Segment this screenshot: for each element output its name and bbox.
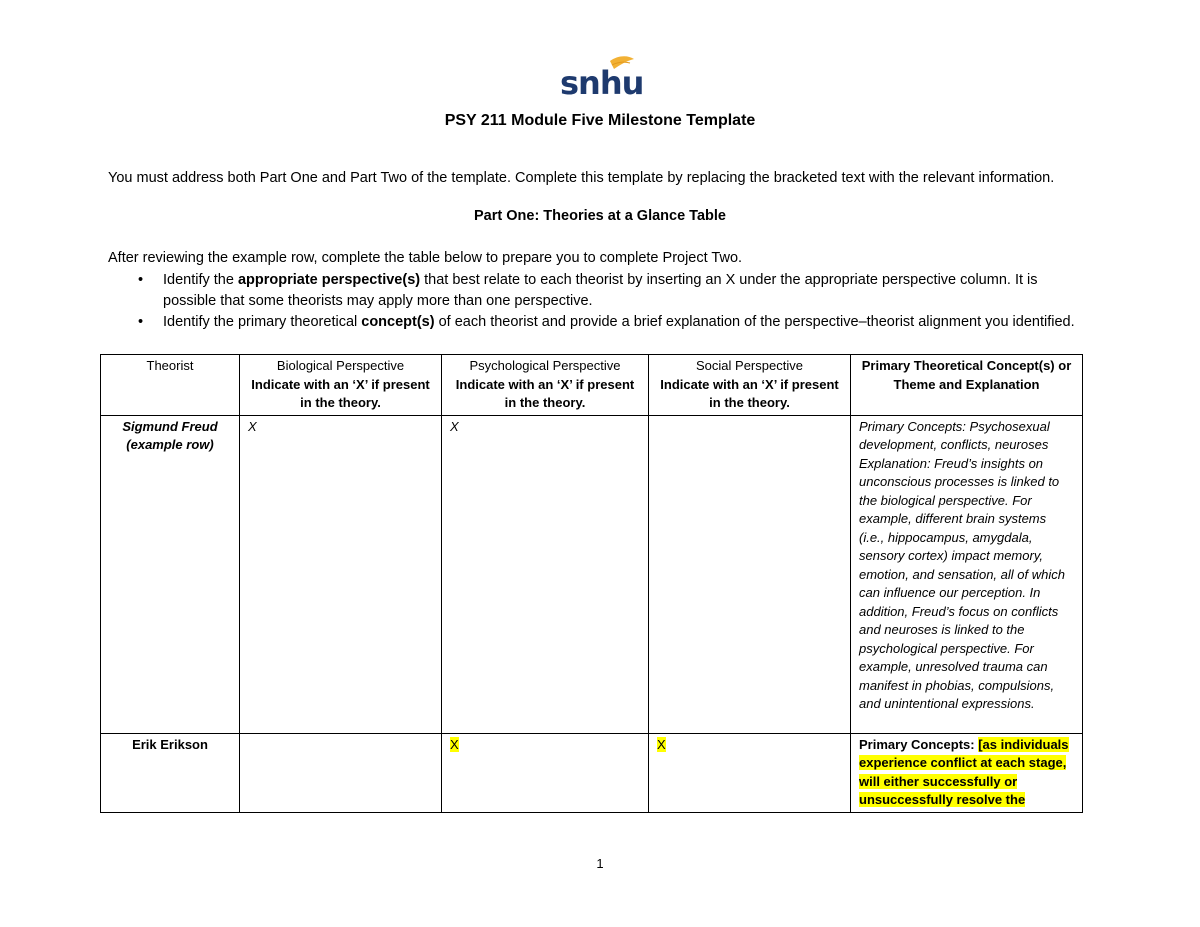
document-title: PSY 211 Module Five Milestone Template xyxy=(444,112,756,129)
cell-biological xyxy=(240,733,442,812)
instruction-list xyxy=(108,270,1088,333)
bullet-icon: • xyxy=(138,314,144,330)
part-one-instruction: After reviewing the example row, complete the table below to prepare you to complete Project Two. xyxy=(108,250,743,266)
cell-social: X xyxy=(649,733,851,812)
cell-social xyxy=(649,415,851,733)
cell-concepts: Primary Concepts: [as individuals experience conflict at each stage, will either successfully or unsuccessfully resolve the xyxy=(851,733,1083,812)
header-social: Social Perspective Indicate with an ‘X’ if present in the theory. xyxy=(649,355,851,416)
header-theorist: Theorist xyxy=(101,355,240,416)
logo-text: snhu xyxy=(560,64,644,102)
cell-theorist: Sigmund Freud (example row) xyxy=(101,415,240,733)
header-concepts: Primary Theoretical Concept(s) or Theme and Explanation xyxy=(851,355,1083,416)
list-item: • Identify the primary theoretical concept(s) of each theorist and provide a brief explanation of the perspective–theorist alignment you identified. xyxy=(108,312,1088,333)
table-header-row xyxy=(101,355,1083,416)
cell-theorist: Erik Erikson xyxy=(101,733,240,812)
cell-psychological: X xyxy=(442,733,649,812)
header-biological: Biological Perspective Indicate with an ‘X’ if present in the theory. xyxy=(240,355,442,416)
intro-paragraph: You must address both Part One and Part Two of the template. Complete this template by replacing the bracketed text with the relevant information. xyxy=(108,170,1055,186)
cell-concepts: Primary Concepts: Psychosexual development, conflicts, neuroses Explanation: Freud’s insights on unconscious processes is linked to the biological perspective. For example, different brain systems (i.e., hippocampus, amygdala, sensory cortex) impact memory, emotion, and sensation, all of which can influence our perception. In addition, Freud’s focus on conflicts and neuroses is linked to the psychological perspective. For example, unresolved trauma can manifest in phobias, compulsions, and unintentional expressions. xyxy=(851,415,1083,733)
cell-biological: X xyxy=(240,415,442,733)
table-row xyxy=(101,415,1083,733)
table-row xyxy=(101,733,1083,812)
snhu-logo xyxy=(560,55,644,103)
header-psychological: Psychological Perspective Indicate with an ‘X’ if present in the theory. xyxy=(442,355,649,416)
list-item: • Identify the appropriate perspective(s) that best relate to each theorist by inserting an X under the appropriate perspective column. It is possible that some theorists may apply more than one perspective. xyxy=(138,272,1038,309)
part-one-title: Part One: Theories at a Glance Table xyxy=(474,208,726,224)
bullet-icon: • xyxy=(138,272,144,288)
theories-table xyxy=(100,354,1083,813)
page-number: 1 xyxy=(596,856,604,871)
cell-psychological: X xyxy=(442,415,649,733)
